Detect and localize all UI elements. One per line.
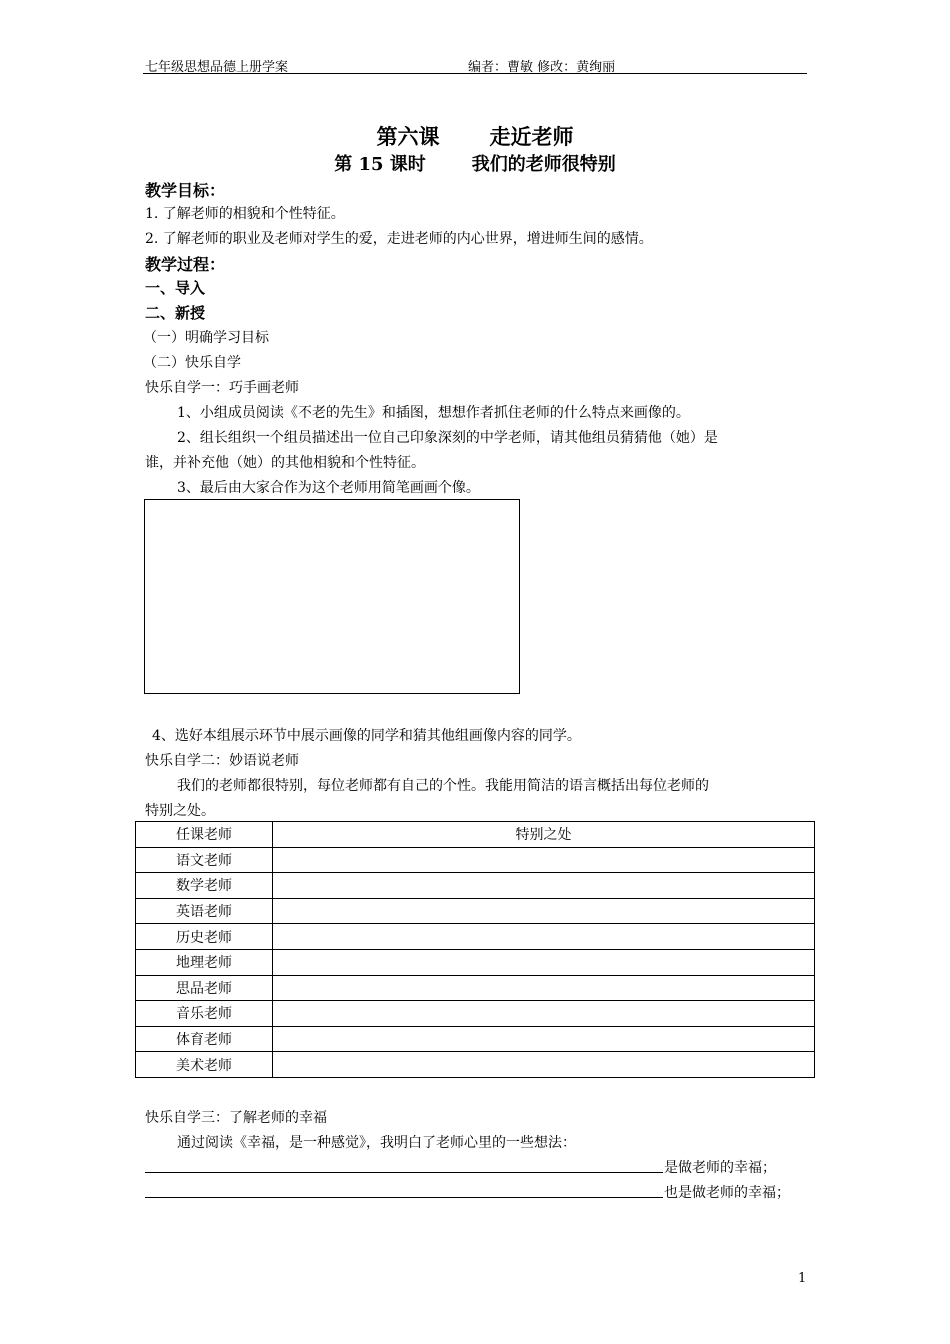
study2-intro-a: 我们的老师都很特别，每位老师都有自己的个性。我能用简洁的语言概括出每位老师的 [177, 778, 709, 794]
study1-step-2a: 2、组长组织一个组员描述出一位自己印象深刻的中学老师，请其他组员猜猜他（她）是 [177, 430, 718, 446]
goal-item: 1. 了解老师的相貌和个性特征。 [145, 206, 345, 222]
table-row [136, 1052, 815, 1078]
table-row [136, 1001, 815, 1027]
feature-cell[interactable] [273, 1052, 815, 1078]
table-row [136, 873, 815, 899]
process-sub-2: （二）快乐自学 [143, 355, 241, 371]
feature-cell[interactable] [273, 949, 815, 975]
table-header-feature: 特别之处 [273, 822, 815, 848]
study3-intro: 通过阅读《幸福，是一种感觉》，我明白了老师心里的一些想法： [177, 1135, 576, 1151]
goal-item: 2. 了解老师的职业及老师对学生的爱，走进老师的内心世界，增进师生间的感情。 [145, 231, 653, 247]
teacher-subject: 语文老师 [136, 847, 273, 873]
table-row [136, 924, 815, 950]
blank-1-suffix: 是做老师的幸福； [664, 1160, 776, 1176]
blank-2-suffix: 也是做老师的幸福； [664, 1185, 790, 1201]
table-row [136, 898, 815, 924]
study2-intro-b: 特别之处。 [145, 803, 215, 819]
lesson-name: 走近老师 [489, 124, 574, 149]
lesson-number: 第六课 [376, 124, 440, 149]
table-header-teacher: 任课老师 [136, 822, 273, 848]
teacher-subject: 历史老师 [136, 924, 273, 950]
study1-step-4: 4、选好本组展示环节中展示画像的同学和猜其他组画像内容的同学。 [152, 728, 581, 744]
feature-cell[interactable] [273, 873, 815, 899]
process-sub-1: （一）明确学习目标 [143, 330, 269, 346]
table-row [136, 1026, 815, 1052]
study1-step-2b: 谁，并补充他（她）的其他相貌和个性特征。 [145, 455, 425, 471]
teacher-subject: 思品老师 [136, 975, 273, 1001]
period-name: 我们的老师很特别 [471, 154, 616, 175]
teacher-subject: 音乐老师 [136, 1001, 273, 1027]
process-heading: 教学过程： [145, 255, 226, 274]
header-divider [143, 73, 807, 74]
table-row [136, 949, 815, 975]
header-left: 七年级思想品德上册学案 [145, 60, 289, 75]
feature-cell[interactable] [273, 898, 815, 924]
feature-cell[interactable] [273, 924, 815, 950]
table-row [136, 847, 815, 873]
feature-cell[interactable] [273, 847, 815, 873]
teacher-subject: 英语老师 [136, 898, 273, 924]
feature-cell[interactable] [273, 1026, 815, 1052]
study2-heading: 快乐自学二：妙语说老师 [145, 753, 299, 769]
table-row [136, 975, 815, 1001]
period-number: 第 15 课时 [334, 154, 426, 175]
table-header-row [136, 822, 815, 848]
goals-heading: 教学目标： [145, 181, 226, 200]
answer-blank-1[interactable] [145, 1172, 663, 1173]
teacher-subject: 数学老师 [136, 873, 273, 899]
page-number: 1 [798, 1271, 807, 1286]
process-part-1: 一、导入 [145, 279, 206, 297]
study1-step-3: 3、最后由大家合作为这个老师用简笔画画个像。 [177, 480, 480, 496]
teacher-table [135, 821, 815, 1078]
study1-heading: 快乐自学一：巧手画老师 [145, 380, 299, 396]
process-part-2: 二、新授 [145, 304, 206, 322]
teacher-subject: 体育老师 [136, 1026, 273, 1052]
study1-step-1: 1、小组成员阅读《不老的先生》和插图，想想作者抓住老师的什么特点来画像的。 [177, 405, 690, 421]
drawing-box[interactable] [144, 499, 520, 694]
teacher-subject: 地理老师 [136, 949, 273, 975]
study3-heading: 快乐自学三：了解老师的幸福 [145, 1110, 327, 1126]
feature-cell[interactable] [273, 1001, 815, 1027]
period-title [0, 150, 950, 176]
lesson-title [0, 121, 950, 151]
header-right: 编者：曹敏 修改：黄绚丽 [468, 60, 616, 75]
feature-cell[interactable] [273, 975, 815, 1001]
teacher-subject: 美术老师 [136, 1052, 273, 1078]
answer-blank-2[interactable] [145, 1197, 663, 1198]
